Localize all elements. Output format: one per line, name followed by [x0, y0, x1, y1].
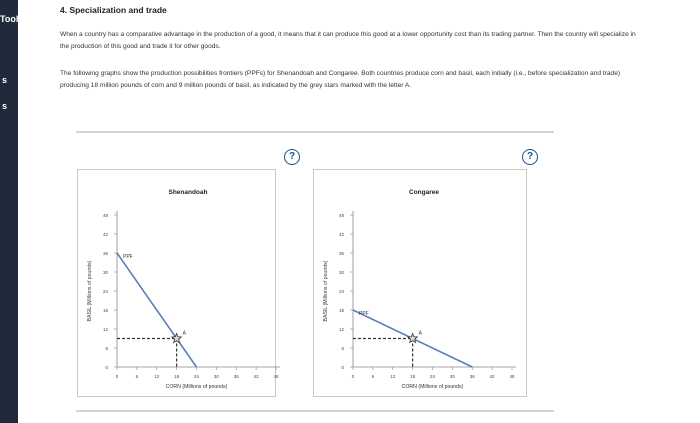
shenandoah-y-axis-label: BASIL (Millions of pounds)	[87, 260, 93, 322]
congaree-point-a-label: A	[418, 330, 422, 337]
shenandoah-ytick-label: 6	[105, 346, 108, 351]
top-divider	[76, 131, 554, 133]
congaree-xtick-label: 0	[351, 374, 355, 379]
shenandoah-xtick-label: 6	[135, 374, 139, 379]
question-paragraph-2: The following graphs show the production possibilities frontiers (PPFs) for Shenandoah and Congaree. Both countries produce corn and basil, each initially (i.e., before specialization and trade) producing 18 million pounds of corn and 9 million pounds of basil, as indicated by the grey stars marked with the letter A.	[60, 70, 621, 89]
shenandoah-ytick-label: 12	[102, 327, 108, 332]
congaree-xtick-label: 42	[489, 374, 495, 379]
shenandoah-ppf-chart	[78, 170, 279, 396]
shenandoah-ytick-label: 0	[105, 365, 108, 370]
shenandoah-xtick-label: 36	[233, 374, 239, 379]
graph-panel-shenandoah	[77, 169, 279, 397]
help-button-shenandoah[interactable]: ?	[284, 149, 300, 165]
shenandoah-x-axis-label: CORN (Millions of pounds)	[165, 384, 228, 390]
congaree-xtick-label: 12	[390, 374, 396, 379]
sidebar-item-2[interactable]: s	[2, 101, 8, 111]
congaree-ytick-label: 42	[338, 232, 344, 237]
shenandoah-ppf-label: PPF	[123, 254, 133, 260]
congaree-ytick-label: 48	[338, 213, 344, 218]
shenandoah-ytick-label: 36	[102, 251, 108, 256]
congaree-ytick-label: 36	[338, 251, 344, 256]
shenandoah-xtick-label: 0	[115, 374, 119, 379]
congaree-x-axis-label: CORN (Millions of pounds)	[401, 384, 464, 390]
congaree-ytick-label: 24	[338, 289, 344, 294]
congaree-y-axis-label: BASIL (Millions of pounds)	[323, 260, 329, 322]
left-sidebar	[0, 0, 24, 423]
congaree-ppf-label: PPF	[359, 311, 369, 317]
sidebar-tools-label[interactable]: Tools	[0, 14, 24, 24]
shenandoah-ytick-label: 48	[102, 213, 108, 218]
shenandoah-ppf-line	[117, 253, 197, 367]
shenandoah-xtick-label: 30	[213, 374, 219, 379]
shenandoah-xtick-label: 18	[174, 374, 180, 379]
shenandoah-xtick-label: 12	[154, 374, 160, 379]
shenandoah-ytick-label: 42	[102, 232, 108, 237]
congaree-xtick-label: 36	[469, 374, 475, 379]
shenandoah-xtick-label: 42	[253, 374, 259, 379]
congaree-xtick-label: 18	[410, 374, 416, 379]
question-title: 4. Specialization and trade	[60, 5, 167, 15]
congaree-xtick-label: 48	[509, 374, 515, 379]
congaree-xtick-label: 24	[429, 374, 436, 379]
help-button-congaree[interactable]: ?	[522, 149, 538, 165]
congaree-ytick-label: 12	[338, 327, 344, 332]
shenandoah-xtick-label: 48	[273, 374, 279, 379]
graph-panel-congaree	[313, 169, 527, 397]
shenandoah-ytick-label: 18	[102, 308, 108, 313]
congaree-ytick-label: 6	[341, 346, 344, 351]
congaree-ytick-label: 18	[338, 308, 344, 313]
shenandoah-ytick-label: 24	[102, 289, 108, 294]
congaree-xtick-label: 6	[371, 374, 375, 379]
congaree-ytick-label: 0	[341, 365, 344, 370]
congaree-xtick-label: 30	[449, 374, 455, 379]
bottom-divider	[76, 410, 554, 412]
shenandoah-xtick-label: 24	[193, 374, 200, 379]
shenandoah-ytick-label: 30	[102, 270, 108, 275]
question-paragraph-1: When a country has a comparative advantage in the production of a good, it means that it can produce this good at a lower opportunity cost than its trading partner. Then the country will specialize in the production of this good and trade it for other goods.	[60, 31, 636, 50]
shenandoah-point-a-label: A	[182, 330, 186, 337]
sidebar-item-1[interactable]: s	[2, 75, 8, 85]
shenandoah-chart-title: Shenandoah	[168, 189, 208, 196]
congaree-ppf-chart	[314, 170, 526, 396]
congaree-ytick-label: 30	[338, 270, 344, 275]
congaree-chart-title: Congaree	[409, 189, 439, 196]
